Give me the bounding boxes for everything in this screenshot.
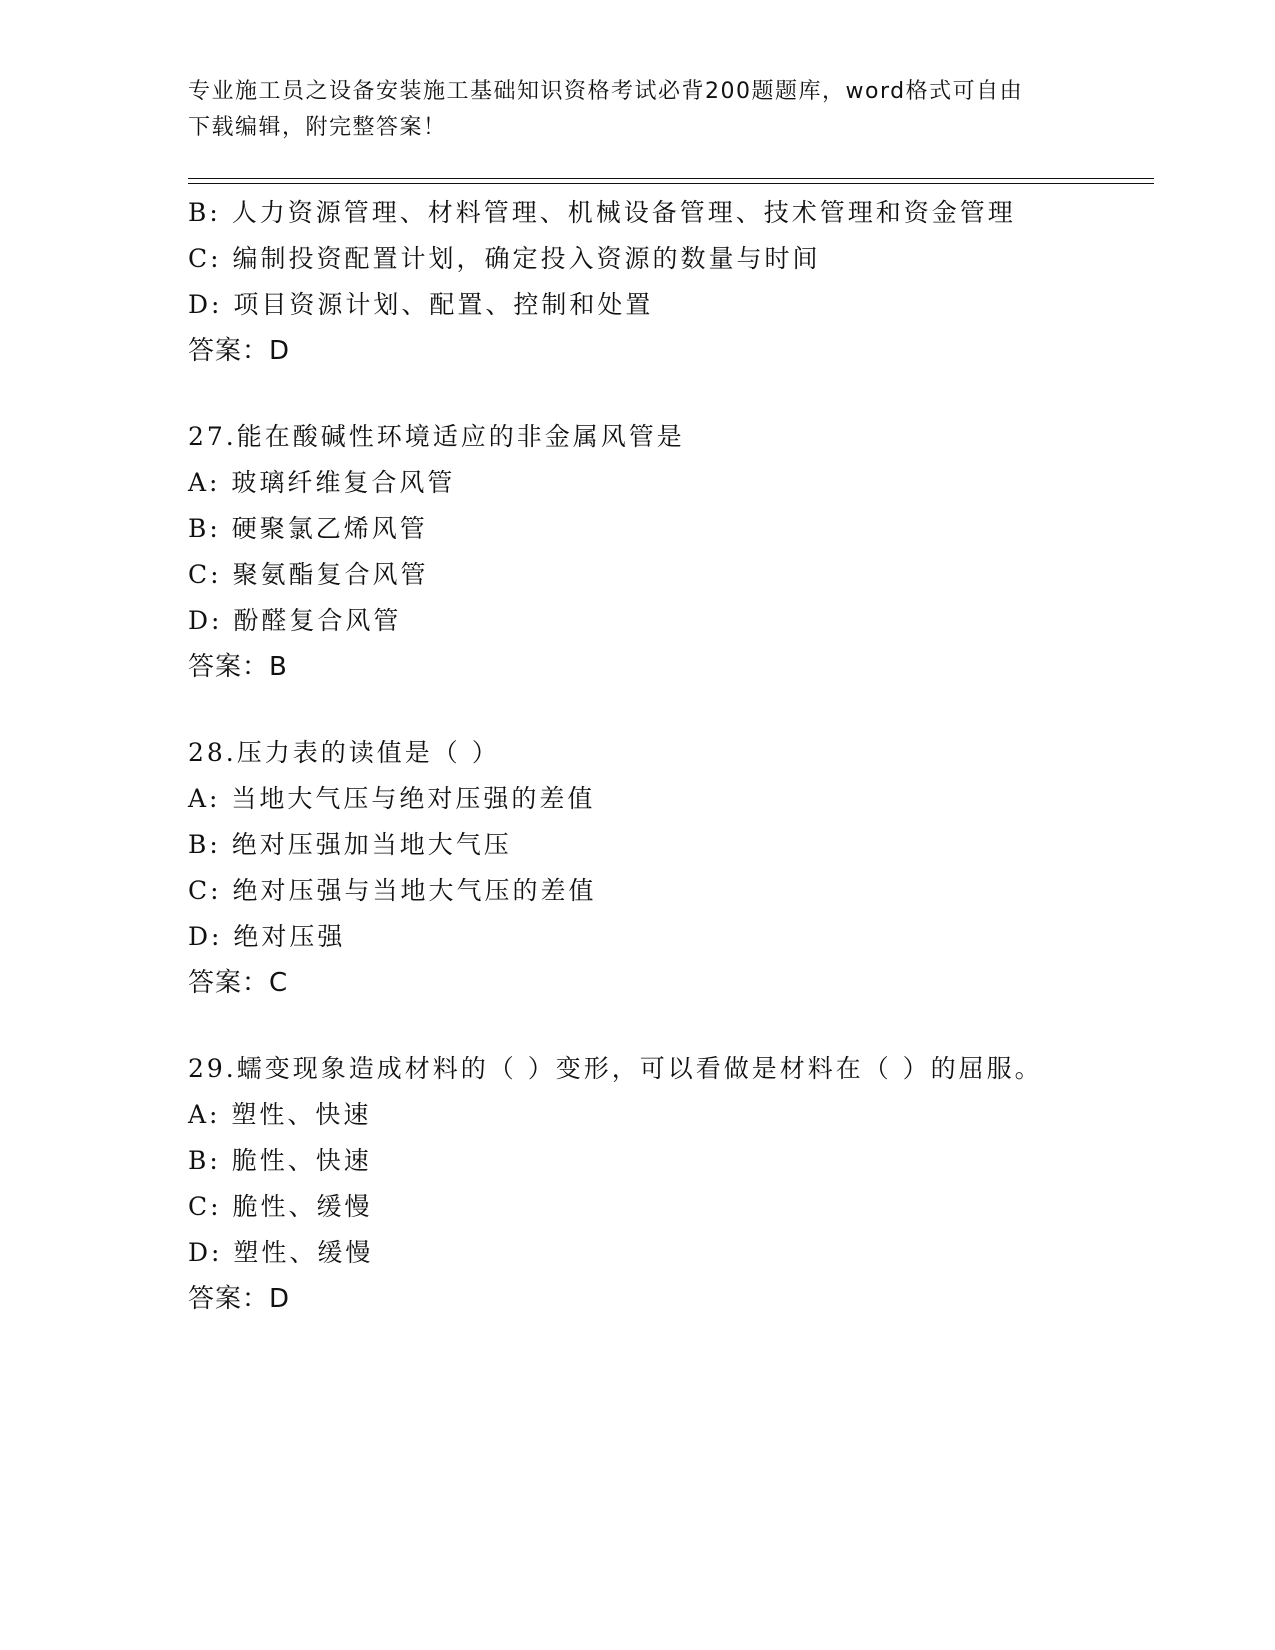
option-a: A: 当地大气压与绝对压强的差值	[188, 784, 596, 813]
question-27	[188, 414, 1148, 690]
option-b: B: 人力资源管理、材料管理、机械设备管理、技术管理和资金管理	[188, 198, 1016, 227]
question-stem: 27.能在酸碱性环境适应的非金属风管是	[188, 422, 685, 451]
answer-line: 答案：B	[188, 652, 288, 682]
question-stem: 28.压力表的读值是（ ）	[188, 738, 500, 767]
header-divider-top	[188, 178, 1154, 179]
question-29	[188, 1046, 1148, 1322]
option-d: D: 酚醛复合风管	[188, 606, 402, 635]
answer-line: 答案：D	[188, 336, 291, 366]
question-list	[188, 190, 1148, 1322]
header-title-line-1: 专业施工员之设备安装施工基础知识资格考试必背200题题库，word格式可自由	[188, 79, 1024, 104]
question-28	[188, 730, 1148, 1006]
header-title-line-2: 下载编辑，附完整答案！	[188, 115, 447, 140]
option-b: B: 绝对压强加当地大气压	[188, 830, 512, 859]
answer-line: 答案：D	[188, 1284, 291, 1314]
option-b: B: 硬聚氯乙烯风管	[188, 514, 428, 543]
partial-question	[188, 190, 1148, 374]
option-c: C: 脆性、缓慢	[188, 1192, 373, 1221]
option-c: C: 聚氨酯复合风管	[188, 560, 429, 589]
option-c: C: 编制投资配置计划，确定投入资源的数量与时间	[188, 244, 821, 273]
document-header	[188, 74, 1068, 146]
answer-line: 答案：C	[188, 968, 289, 998]
header-divider-bottom	[188, 183, 1154, 184]
option-d: D: 塑性、缓慢	[188, 1238, 374, 1267]
option-c: C: 绝对压强与当地大气压的差值	[188, 876, 597, 905]
option-d: D: 绝对压强	[188, 922, 346, 951]
option-b: B: 脆性、快速	[188, 1146, 372, 1175]
option-a: A: 玻璃纤维复合风管	[188, 468, 456, 497]
option-a: A: 塑性、快速	[188, 1100, 372, 1129]
question-stem: 29.蠕变现象造成材料的（ ）变形，可以看做是材料在（ ）的屈服。	[188, 1054, 1043, 1083]
option-d: D: 项目资源计划、配置、控制和处置	[188, 290, 654, 319]
